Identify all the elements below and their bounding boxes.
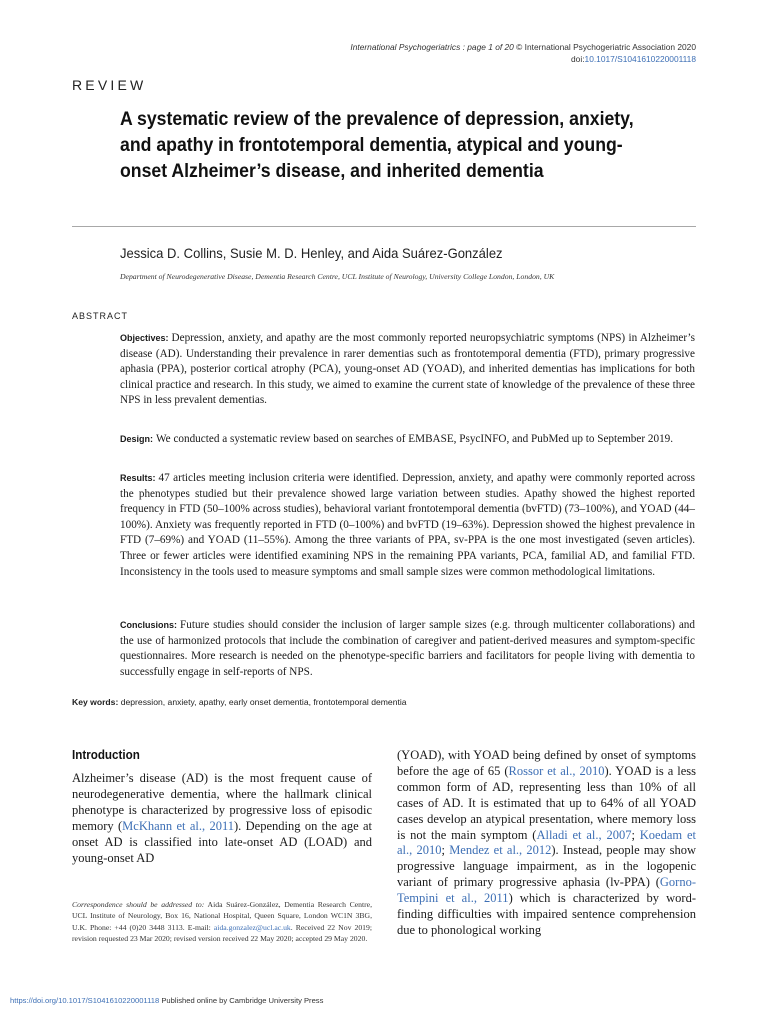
keywords-label: Key words: (72, 697, 119, 707)
intro-left-column (72, 771, 372, 866)
citation-link[interactable]: Mendez et al., 2012 (449, 843, 552, 858)
doi-label: doi: (571, 54, 585, 64)
intro-right-text-2: ). YOAD is a less common form of AD, representing less than 10% of all cases of AD. It is estimated that up to 64% of all YOAD cases develop an atypical presentation, where memory loss is not the main symptom ( (397, 763, 696, 842)
intro-right-text-4: ; (441, 843, 450, 858)
citation-link[interactable]: Koedam et al., 2010 (397, 827, 696, 858)
author-list: Jessica D. Collins, Susie M. D. Henley, and Aida Suárez-González (120, 245, 503, 261)
email-link[interactable]: aida.gonzalez@ucl.ac.uk (213, 922, 291, 932)
title-divider (72, 226, 696, 227)
intro-left-text-2: ). Depending on the age at onset AD is classified into late-onset AD (LOAD) and young-onset AD (72, 818, 372, 865)
journal-header (276, 41, 696, 65)
design-label: Design: (120, 434, 154, 444)
correspondence-dates: . Received 22 Nov 2019; revision requested 23 Mar 2020; revised version received 22 May 2020; accepted 29 May 2020. (72, 922, 372, 944)
intro-right-text-1: (YOAD), with YOAD being defined by onset of symptoms before the age of 65 ( (397, 748, 696, 778)
objectives-text: Depression, anxiety, and apathy are the most commonly reported neuropsychiatric symptoms (NPS) in Alzheimer’s disease (AD). Understanding their prevalence in rarer dementias such as frontotemporal dementia (FTD), primary progressive aphasia (PPA), posterior cortical atrophy (PCA), young-onset AD (YOAD), and inherited dementias has implications for both clinical practice and research. In this study, we aimed to examine the current state of knowledge of the prevalence of these three NPS in less prevalent dementias. (120, 332, 695, 407)
intro-right-text-3: ; (631, 827, 640, 842)
citation-link[interactable]: McKhann et al., 2011 (122, 818, 235, 833)
abstract-heading: ABSTRACT (72, 311, 129, 321)
correspondence-note (72, 899, 372, 945)
abstract-objectives (120, 331, 695, 409)
doi-link[interactable]: 10.1017/S1041610220001118 (584, 54, 696, 64)
introduction-heading: Introduction (72, 748, 140, 762)
results-label: Results: (120, 473, 156, 483)
citation-link[interactable]: Alladi et al., 2007 (536, 827, 632, 842)
design-text: We conducted a systematic review based on searches of EMBASE, PsycINFO, and PubMed up to September 2019. (156, 433, 674, 445)
copyright-notice: © International Psychogeriatric Association 2020 (513, 42, 696, 52)
page-footer (10, 996, 323, 1005)
conclusions-text: Future studies should consider the inclusion of larger sample sizes (e.g. through multicenter collaborations) and the use of harmonized protocols that include the combination of caregiver and patient-derived measures and symptom-specific questionnaires. More research is needed on the phenotype-specific barriers and facilitators for people living with dementia to successfully engage in self-reports of NPS. (120, 619, 695, 678)
journal-citation: International Psychogeriatrics : page 1 of 20 (350, 42, 514, 52)
results-text: 47 articles meeting inclusion criteria were identified. Depression, anxiety, and apathy were commonly reported across the phenotypes studied but their prevalence showed large variation between studies. Apathy showed the highest reported frequency in FTD (50–100% across studies), behavioral variant frontotemporal dementia (bvFTD) (73–100%), and YOAD (44–100%). Anxiety was frequently reported in FTD (0–100%) and bvFTD (19–63%). Depression showed the highest prevalence in FTD (7–69%) and YOAD (11–55%). Among the three variants of PPA, sv-PPA is the one most investigated (seven articles). Three or fewer articles were identified examining NPS in the remaining PPA variants, PCA, familial AD, and familial FTD. Inconsistency in the tools used to measure symptoms and small sample sizes were common methodological limitations. (120, 472, 695, 578)
keywords (72, 697, 407, 707)
correspondence-lead: Correspondence should be addressed to: (72, 900, 205, 909)
author-affiliation: Department of Neurodegenerative Disease, Dementia Research Centre, UCL Institute of Neurology, University College London, London, UK (120, 272, 555, 281)
keywords-text: depression, anxiety, apathy, early onset dementia, frontotemporal dementia (120, 697, 407, 707)
citation-link[interactable]: Rossor et al., 2010 (508, 763, 605, 778)
abstract-design (120, 432, 695, 448)
intro-right-text-5: ). Instead, people may show progressive language impairment, as in the logopenic variant of primary progressive aphasia (lv-PPA) ( (397, 843, 696, 890)
intro-right-text-6: ) which is characterized by word-finding difficulties with impaired sentence comprehension due to phonological working (397, 891, 696, 937)
abstract-results (120, 471, 695, 580)
footer-published: Published online by Cambridge University Press (159, 996, 324, 1005)
conclusions-label: Conclusions: (120, 620, 178, 630)
section-label: REVIEW (72, 77, 147, 93)
intro-right-column (397, 748, 696, 939)
correspondence-text: Aida Suárez-González, Dementia Research Centre, UCL Institute of Neurology, Box 16, National Hospital, Queen Square, London WC1N 3BG, U.K. Phone: +44 (0)20 3448 3113. E-mail: (72, 900, 372, 932)
citation-link[interactable]: Gorno-Tempini et al., 2011 (397, 875, 696, 906)
article-title: A systematic review of the prevalence of depression, anxiety, and apathy in frontotemporal dementia, atypical and young-onset Alzheimer’s disease, and inherited dementia (120, 109, 634, 182)
footer-doi-link[interactable]: https://doi.org/10.1017/S1041610220001118 (10, 996, 160, 1005)
objectives-label: Objectives: (120, 333, 169, 343)
intro-left-text-1: Alzheimer’s disease (AD) is the most frequent cause of neurodegenerative dementia, where the hallmark clinical phenotype is characterized by progressive loss of episodic memory ( (72, 771, 372, 833)
abstract-conclusions (120, 618, 695, 680)
